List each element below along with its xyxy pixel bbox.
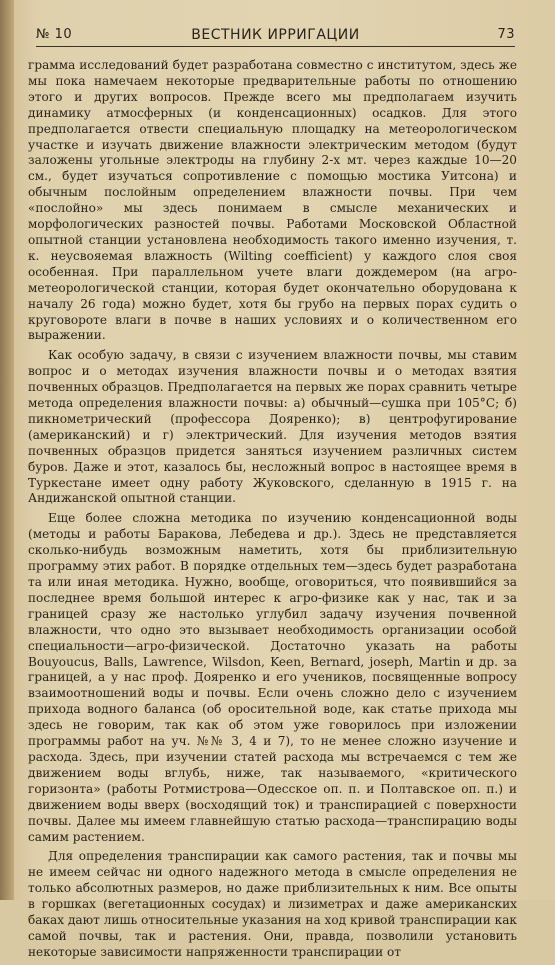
paragraph-methods: Как особую задачу, в связи с изучением влажности почвы, мы ставим вопрос и о методах изучения влажности почвы и о методах взятия почвенных образцов. Предполагается на первых же порах сравнить четыре метода определения влажности почвы: а) обычный—сушка при 105°С; б) пикнометрический (профессора Дояренко); в) центрофугирование (американский) и г) электрический. Для изучения методов взятия почвенных образцов придется заняться изучением различных систем буров. Даже и этот, казалось бы, несложный вопрос в настоящее время в Туркестане имеет одну работу Жуковского, сделанную в 1915 г. на Андижанской опытной станции. (28, 348, 517, 506)
issue-number: № 10 (36, 27, 73, 42)
paragraph-continued: грамма исследований будет разработана совместно с институтом, здесь же мы пока намечаем некоторые предварительные работы по отношению этого и других вопросов. Прежде всего мы предполагаем изучить динамику атмосферных (и конденсационных) осадков. Для этого предполагается отвести специальную площадку на метеорологическом участке и изучать движение влажности электрическим методом (будут заложены угольные электроды на глубину 2-х мт. через каждые 10—20 см., будет изучаться сопротивление с помощью мостика Уитсона) и обычным послойным определением влажности почвы. При чем «послойно» мы здесь понимаем в смысле механических и морфологических разностей почвы. Работами Московской Областной опытной станции установлена необходимость такого именно изучения, т. к. неусвояемая влажность (Wilting coefficient) у каждого слоя своя особенная. При параллельном учете влаги дождемером (на агро-метеорологической станции, которая будет окончательно оборудована к началу 26 года) можно будет, хотя бы грубо на первых порах судить о круговороте влаги в почве в наших условиях и о количественном его выражении. (28, 58, 517, 343)
paragraph-transpiration: Для определения транспирации как самого растения, так и почвы мы не имеем сейчас ни одного надежного метода в смысле определения не только абсолютных размеров, но даже приблизительных к ним. Все опыты в горшках (вегетационных сосудах) и лизиметрах и даже американских баках дают лишь относительные указания на ход кривой транспирации как самой почвы, так и растения. Они, правда, позволили установить некоторые зависимости напряженности транспирации от (28, 849, 517, 959)
journal-title: ВЕСТНИК ИРРИГАЦИИ (191, 27, 360, 43)
book-spine-shadow (0, 0, 14, 900)
page-number: 73 (497, 27, 515, 42)
article-body (28, 58, 517, 965)
paragraph-condensation: Еще более сложна методика по изучению конденсационной воды (методы и работы Баракова, Лебедева и др.). Здесь не представляется сколько-нибудь возможным наметить, хотя бы приблизительную программу этих работ. В порядке отдельных тем—здесь будет разработана та или иная методика. Нужно, вообще, оговориться, что появившийся за последнее время большой интерес к агро-физике как у нас, так и за границей сразу же настолько углубил задачу изучения почвенной влажности, что одно это вызывает необходимость организации особой специальности—агро-физической. Достаточно указать на работы Bouyoucus, Balls, Lawrence, Wilsdon, Keen, Bernard, joseph, Martin и др. за границей, а у нас проф. Дояренко и его учеников, посвященные вопросу взаимоотношений воды и почвы. Если очень сложно дело с изучением прихода водного баланса (об оросительной воде, как статье прихода мы здесь не говорим, так как об этом уже говорилось при изложении программы работ на уч. №№ 3, 4 и 7), то не менее сложно изучение и расхода. Здесь, при изучении статей расхода мы встречаемся с тем же движением воды вглубь, ниже, так называемого, «критического горизонта» (работы Ротмистрова—Одесское оп. п. и Полтавское оп. п.) и движением воды вверх (восходящий ток) и транспирацией с поверхности почвы. Далее мы имеем главнейшую статью расхода—транспирацию воды самим растением. (28, 511, 517, 844)
running-header (36, 24, 515, 47)
